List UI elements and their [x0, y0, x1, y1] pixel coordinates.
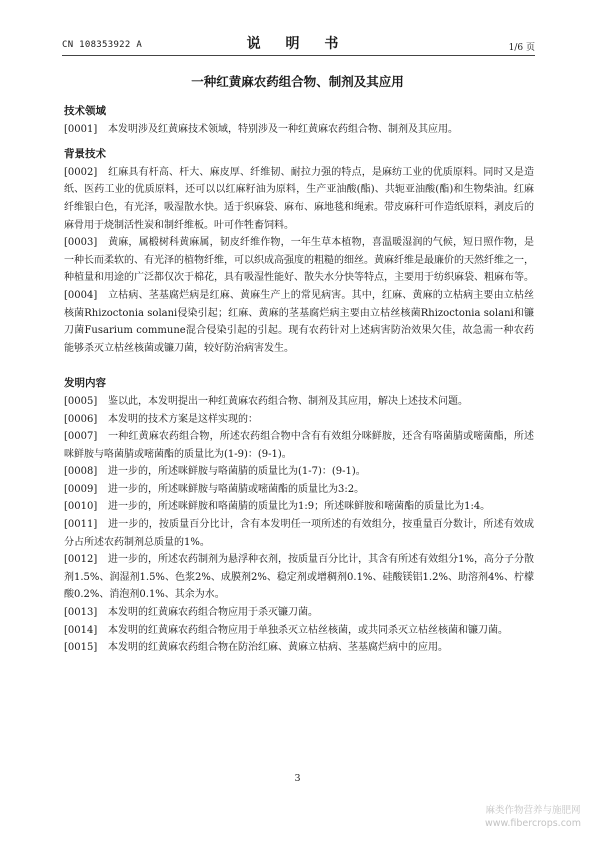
paragraph: [64, 287, 534, 357]
paragraph-text: 进一步的，所述咪鲜胺与咯菌腈的质量比为(1-7)：(9-1)。: [108, 466, 366, 478]
paragraph-number: [0015]: [64, 642, 98, 654]
watermark: [485, 804, 581, 830]
paragraph-number: [0008]: [64, 466, 98, 478]
paragraph-text: 立枯病、茎基腐烂病是红麻、黄麻生产上的常见病害。其中，红麻、黄麻的立枯病主要由立枯丝核菌Rhizoctonia solani侵染引起；红麻、黄麻的茎基腐烂病主要由立枯丝核菌Rhizoctonia solani和镰刀菌Fusarium commune混合侵染引起的引起。现有农药针对上述病害防治效果欠佳，故急需一种农药能够杀灭立枯丝核菌或镰刀菌，较好防治病害发生。: [64, 289, 534, 354]
paragraph-number: [0011]: [64, 519, 98, 531]
paragraph-number: [0005]: [64, 395, 98, 407]
doc-type-heading: 说 明 书: [246, 36, 349, 52]
paragraph: [64, 164, 534, 234]
paragraph: [64, 498, 534, 516]
paragraph-text: 本发明的红黄麻农药组合物在防治红麻、黄麻立枯病、茎基腐烂病中的应用。: [108, 642, 448, 654]
paragraph-text: 本发明涉及红黄麻技术领域，特别涉及一种红黄麻农药组合物、制剂及其应用。: [108, 123, 458, 135]
paragraph-text: 本发明的红黄麻农药组合物应用于单独杀灭立枯丝核菌，或共同杀灭立枯丝核菌和镰刀菌。: [108, 624, 508, 636]
paragraph: [64, 463, 534, 481]
paragraph: [64, 411, 534, 429]
paragraph-number: [0006]: [64, 413, 98, 425]
paragraph-number: [0013]: [64, 607, 98, 619]
paragraph: [64, 121, 534, 139]
paragraph-number: [0009]: [64, 483, 98, 495]
paragraph-text: 进一步的，所述咪鲜胺与咯菌腈或嘧菌酯的质量比为3:2。: [108, 483, 365, 495]
page-indicator: 1/6 页: [508, 43, 535, 53]
paragraph: [64, 622, 534, 640]
paragraph: [64, 393, 534, 411]
paragraph-text: 进一步的，按质量百分比计，含有本发明任一项所述的有效组分，按重量百分数计，所述有效成分占所述农药制剂总质量的1%。: [64, 519, 534, 548]
paragraph-number: [0002]: [64, 166, 98, 178]
watermark-url: www.fibercrops.com: [484, 818, 581, 829]
section-heading: 发明内容: [64, 377, 106, 390]
paragraph-number: [0010]: [64, 501, 98, 513]
paragraph: [64, 551, 534, 604]
document-title: 一种红黄麻农药组合物、制剂及其应用: [191, 74, 404, 89]
header-rule: [62, 55, 535, 56]
paragraph: [64, 516, 534, 551]
paragraph: [64, 234, 534, 287]
paragraph: [64, 604, 534, 622]
paragraph-text: 进一步的，所述农药制剂为悬浮种衣剂，按质量百分比计，其含有所述有效组分1%，高分子分散剂1.5%、润湿剂1.5%、色浆2%、成膜剂2%、稳定剂或增稠剂0.1%、硅酸镁铝1.2%、助溶剂4%、柠檬酸0.2%、消泡剂0.1%、其余为水。: [64, 554, 534, 601]
paragraph-text: 鉴以此，本发明提出一种红黄麻农药组合物、制剂及其应用，解决上述技术问题。: [108, 395, 468, 407]
paragraph-number: [0014]: [64, 624, 98, 636]
paragraph-number: [0012]: [64, 554, 98, 566]
paragraph-number: [0001]: [64, 123, 98, 135]
doc-number: CN 108353922 A: [62, 40, 143, 50]
watermark-site-name: 麻类作物营养与施肥网: [485, 805, 581, 816]
paragraph-number: [0004]: [64, 289, 98, 301]
paragraph-text: 黄麻，属椴树科黄麻属，韧皮纤维作物，一年生草本植物，喜温暖湿润的气候，短日照作物，是一种长而柔软的、有光泽的植物纤维，可以织成高强度的粗糙的细丝。黄麻纤维是最廉价的天然纤维之一，种植量和用途的广泛都仅次于棉花，具有吸湿性能好、散失水分快等特点，主要用于纺织麻袋、粗麻布等。: [64, 237, 534, 284]
paragraph-text: 进一步的，所述咪鲜胺和咯菌腈的质量比为1:9；所述咪鲜胺和嘧菌酯的质量比为1:4。: [108, 501, 491, 513]
section-heading: 背景技术: [64, 148, 106, 161]
document-body: [64, 103, 534, 657]
section-heading: 技术领域: [64, 105, 106, 117]
paragraph: [64, 428, 534, 463]
paragraph-text: 红麻具有杆高、杆大、麻皮厚、纤维韧、耐拉力强的特点，是麻纺工业的优质原料。同时又是造纸、医药工业的优质原料，还可以以红麻籽油为原料，生产亚油酸(酯)、共轭亚油酸(酯)和生物柴油。红麻纤维银白色，有光泽，吸湿散水快。适于织麻袋、麻布、麻地毯和绳索。带皮麻秆可作造纸原料，剥皮后的麻骨用于烧制活性炭和制纤维板。叶可作牲畜饲料。: [64, 166, 534, 231]
paragraph-number: [0007]: [64, 431, 98, 443]
paragraph-text: 一种红黄麻农药组合物，所述农药组合物中含有有效组分咪鲜胺，还含有咯菌腈或嘧菌酯，所述咪鲜胺与咯菌腈或嘧菌酯的质量比为(1-9)：(9-1)。: [64, 431, 534, 460]
paragraph: [64, 639, 534, 657]
page-number: 3: [294, 773, 301, 784]
paragraph-text: 本发明的技术方案是这样实现的：: [108, 413, 258, 425]
paragraph-number: [0003]: [64, 237, 98, 249]
paragraph-text: 本发明的红黄麻农药组合物应用于杀灭镰刀菌。: [108, 607, 318, 619]
paragraph: [64, 481, 534, 499]
